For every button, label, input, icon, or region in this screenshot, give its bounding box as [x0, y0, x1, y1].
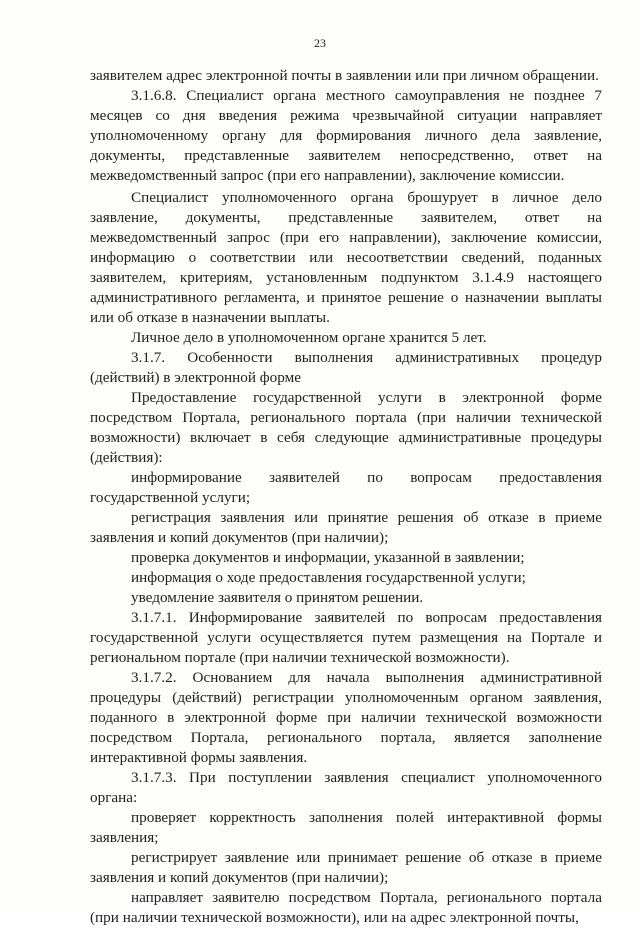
paragraph: информация о ходе предоставления государственной услуги;: [131, 569, 526, 586]
paragraph: проверяет корректность заполнения полей интерактивной формы заявления;: [90, 809, 602, 846]
paragraph: информирование заявителей по вопросам предоставления государственной услуги;: [90, 469, 602, 506]
paragraph: 3.1.7. Особенности выполнения административных процедур (действий) в электронной форме: [90, 349, 602, 386]
paragraph: регистрирует заявление или принимает решение об отказе в приеме заявления и копий документов (при наличии);: [90, 849, 602, 886]
paragraph: регистрация заявления или принятие решения об отказе в приеме заявления и копий документов (при наличии);: [90, 509, 602, 546]
paragraph: Личное дело в уполномоченном органе хранится 5 лет.: [131, 329, 487, 346]
paragraph: 3.1.7.3. При поступлении заявления специалист уполномоченного органа:: [90, 769, 602, 806]
paragraph: Предоставление государственной услуги в электронной форме посредством Портала, регионального портала (при наличии технической возможности) включает в себя следующие административные процедуры (действия):: [90, 389, 602, 466]
paragraph: направляет заявителю посредством Портала, регионального портала (при наличии технической возможности), или на адрес электронной почты,: [90, 889, 602, 926]
paragraph: 3.1.7.2. Основанием для начала выполнения административной процедуры (действий) регистрации уполномоченным органом заявления, поданного в электронной форме при наличии технической возможности посредством Портала, регионального портала, является заполнение интерактивной формы заявления.: [90, 669, 602, 766]
paragraph: проверка документов и информации, указанной в заявлении;: [131, 549, 525, 566]
paragraph: 3.1.6.8. Специалист органа местного самоуправления не позднее 7 месяцев со дня введения режима чрезвычайной ситуации направляет уполномоченному органу для формирования личного дела заявление, документы, представленные заявителем непосредственно, ответ на межведомственный запрос (при его направлении), заключение комиссии.: [90, 87, 602, 184]
document-body: [90, 66, 602, 928]
paragraph: 3.1.7.1. Информирование заявителей по вопросам предоставления государственной услуги осуществляется путем размещения на Портале и региональном портале (при наличии технической возможности).: [90, 609, 602, 666]
paragraph: Специалист уполномоченного органа брошурует в личное дело заявление, документы, представленные заявителем, ответ на межведомственный запрос (при его направлении), заключение комиссии, информацию о соответствии или несоответствии сведений, поданных заявителем, критериям, установленным подпунктом 3.1.4.9 настоящего административного регламента, и принятое решение о назначении выплаты или об отказе в назначении выплаты.: [90, 189, 602, 326]
page-number: 23: [314, 36, 326, 50]
paragraph: уведомление заявителя о принятом решении.: [131, 589, 424, 606]
paragraph: заявителем адрес электронной почты в заявлении или при личном обращении.: [90, 67, 599, 84]
